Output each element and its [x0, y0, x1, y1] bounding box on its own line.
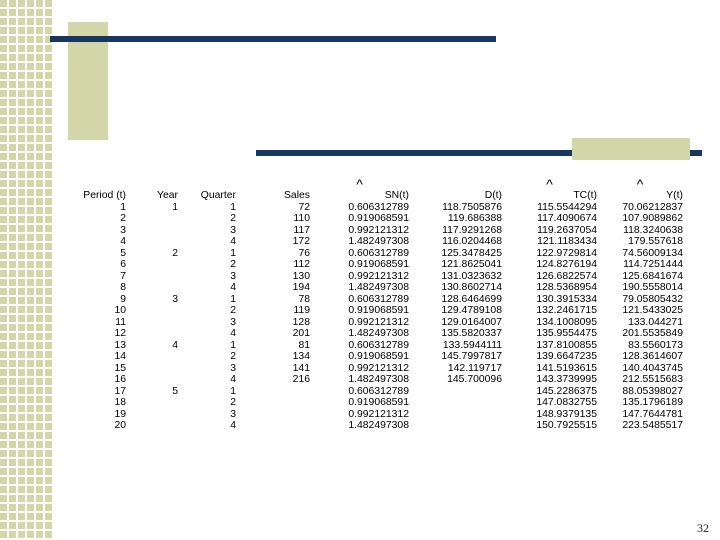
cell-sales [236, 397, 310, 409]
cell-tc: 150.7925515 [536, 420, 597, 431]
table-row [70, 213, 683, 225]
cell-d: 128.6464699 [441, 293, 502, 305]
cell-tc: 139.6647235 [536, 351, 597, 362]
cell-quarter: 1 [230, 385, 236, 397]
cell-sales: 78 [298, 293, 310, 305]
cell-sales: 134 [292, 351, 310, 362]
decorative-side-stripe [0, 0, 52, 540]
cell-sales: 130 [292, 270, 310, 282]
table-row [70, 271, 683, 283]
cell-period: 12 [114, 328, 126, 339]
cell-y: 179.557618 [628, 236, 683, 247]
cell-d: 133.5944111 [442, 339, 502, 351]
header-sales: Sales [284, 190, 310, 201]
cell-y: 223.5485517 [622, 420, 683, 431]
cell-y: 114.7251444 [623, 259, 683, 270]
cell-tc: 143.3739995 [536, 374, 597, 385]
cell-period: 10 [114, 305, 126, 316]
cell-sales [236, 386, 310, 398]
cell-d: 119.686388 [447, 213, 502, 224]
cell-year [126, 282, 178, 294]
cell-tc: 135.9554475 [536, 328, 597, 339]
cell-sn: 0.992121312 [348, 224, 409, 236]
cell-sales [236, 420, 310, 432]
header-y [597, 176, 683, 202]
cell-period: 20 [114, 420, 126, 431]
cell-quarter: 3 [230, 408, 236, 420]
cell-d: 129.4789108 [441, 305, 502, 316]
cell-sales: 216 [292, 374, 310, 385]
cell-sn: 1.482497308 [348, 374, 409, 385]
cell-period: 17 [114, 385, 126, 397]
cell-year: 3 [172, 293, 178, 305]
table-row [70, 202, 683, 214]
cell-y: 190.5558014 [622, 282, 683, 293]
table-row [70, 328, 683, 340]
cell-d: 142.119717 [447, 362, 502, 374]
cell-year: 5 [172, 385, 178, 397]
cell-sn: 0.606312789 [348, 247, 409, 259]
cell-quarter: 2 [230, 397, 236, 408]
hat-symbol: ^ [356, 176, 363, 192]
cell-quarter: 2 [230, 259, 236, 270]
cell-period: 3 [120, 224, 126, 236]
cell-d: 116.0204468 [442, 236, 502, 247]
cell-sales: 72 [298, 201, 310, 213]
cell-d [409, 397, 502, 409]
cell-year [126, 225, 178, 237]
cell-y: 79.05805432 [622, 293, 683, 305]
cell-d: 135.5820337 [441, 328, 502, 339]
cell-tc: 130.3915334 [536, 293, 597, 305]
cell-d: 121.8625041 [441, 259, 502, 270]
cell-year [126, 420, 178, 432]
cell-sn: 0.919068591 [348, 259, 409, 270]
cell-quarter: 4 [230, 374, 236, 385]
cell-quarter: 4 [230, 420, 236, 431]
table-row [70, 236, 683, 248]
cell-y: 212.5515683 [622, 374, 683, 385]
cell-year [126, 374, 178, 386]
cell-tc: 134.1008095 [536, 316, 597, 328]
cell-sn: 0.992121312 [348, 408, 409, 420]
table-row [70, 259, 683, 271]
cell-period: 7 [120, 270, 126, 282]
cell-sn: 0.919068591 [348, 305, 409, 316]
cell-quarter: 3 [230, 270, 236, 282]
cell-year [126, 305, 178, 317]
cell-d: 130.8602714 [441, 282, 502, 293]
cell-sn: 0.919068591 [348, 397, 409, 408]
hat-symbol: ^ [636, 176, 644, 192]
cell-quarter: 2 [230, 213, 236, 224]
cell-sn: 0.992121312 [348, 316, 409, 328]
cell-period: 14 [114, 351, 126, 362]
cell-y: 133.044271 [628, 316, 683, 328]
cell-sn: 0.606312789 [348, 201, 409, 213]
decorative-olive-block-right [572, 138, 690, 160]
cell-y: 128.3614607 [622, 351, 683, 362]
decorative-navy-bar-top [50, 36, 496, 42]
cell-tc: 137.8100855 [536, 339, 597, 351]
cell-y: 70.06212837 [622, 201, 683, 213]
cell-y: 125.6841674 [622, 270, 683, 282]
cell-quarter: 3 [230, 316, 236, 328]
cell-quarter: 1 [230, 339, 236, 351]
cell-period: 18 [114, 397, 126, 408]
cell-sales: 194 [292, 282, 310, 293]
cell-year: 2 [172, 247, 178, 259]
cell-period: 5 [120, 247, 126, 259]
cell-sales: 128 [292, 316, 310, 328]
table-row [70, 317, 683, 329]
cell-sales [236, 409, 310, 421]
cell-quarter: 2 [230, 305, 236, 316]
cell-sn: 1.482497308 [348, 236, 409, 247]
table-row [70, 294, 683, 306]
cell-d: 145.700096 [447, 374, 502, 385]
cell-tc: 126.6822574 [536, 270, 597, 282]
cell-year [126, 409, 178, 421]
hat-symbol: ^ [546, 176, 553, 192]
page-number: 32 [697, 521, 709, 535]
header-d: D(t) [484, 190, 502, 201]
cell-tc: 115.5544294 [537, 201, 597, 213]
table-row [70, 363, 683, 375]
table-row [70, 225, 683, 237]
cell-year [126, 213, 178, 225]
cell-tc: 124.8276194 [536, 259, 597, 270]
table-header-row [70, 190, 683, 202]
cell-year [126, 271, 178, 283]
cell-y: 118.3240638 [623, 224, 683, 236]
table-row [70, 340, 683, 352]
table-row [70, 305, 683, 317]
cell-y: 140.4043745 [622, 362, 683, 374]
cell-tc: 122.9729814 [536, 247, 597, 259]
cell-year [126, 328, 178, 340]
cell-year [126, 259, 178, 271]
header-y-label: Y(t) [666, 190, 683, 201]
cell-period: 15 [114, 362, 126, 374]
cell-y: 107.9089862 [622, 213, 683, 224]
header-tc [502, 176, 597, 202]
cell-sales: 81 [298, 339, 310, 351]
cell-sn: 0.992121312 [348, 270, 409, 282]
cell-period: 9 [120, 293, 126, 305]
cell-d: 117.9291268 [442, 224, 502, 236]
cell-period: 4 [120, 236, 126, 247]
cell-sn: 1.482497308 [348, 282, 409, 293]
cell-year: 4 [172, 339, 178, 351]
table-row [70, 248, 683, 260]
cell-sn: 1.482497308 [348, 328, 409, 339]
cell-sn: 0.606312789 [348, 339, 409, 351]
table-row [70, 397, 683, 409]
cell-tc: 117.4090674 [537, 213, 597, 224]
header-year: Year [157, 190, 178, 201]
cell-period: 16 [114, 374, 126, 385]
cell-year [126, 397, 178, 409]
cell-tc: 147.0832755 [536, 397, 597, 408]
cell-sales: 201 [292, 328, 310, 339]
cell-d [409, 409, 502, 421]
cell-sales: 119 [293, 305, 310, 316]
cell-period: 19 [114, 408, 126, 420]
cell-sales: 110 [293, 213, 310, 224]
cell-sn: 1.482497308 [348, 420, 409, 431]
header-period: Period (t) [83, 190, 126, 201]
cell-quarter: 4 [230, 282, 236, 293]
cell-year [126, 236, 178, 248]
cell-period: 8 [120, 282, 126, 293]
cell-tc: 128.5368954 [536, 282, 597, 293]
cell-quarter: 3 [230, 362, 236, 374]
cell-y: 121.5433025 [622, 305, 683, 316]
cell-tc: 121.1183434 [537, 236, 597, 247]
cell-quarter: 3 [230, 224, 236, 236]
cell-quarter: 1 [230, 247, 236, 259]
table-row [70, 386, 683, 398]
cell-sn: 0.919068591 [348, 351, 409, 362]
table-row [70, 282, 683, 294]
cell-sales: 172 [292, 236, 310, 247]
cell-quarter: 4 [230, 328, 236, 339]
header-sn-label: SN(t) [384, 190, 409, 201]
cell-d: 118.7505876 [442, 201, 502, 213]
cell-sn: 0.606312789 [348, 293, 409, 305]
cell-sn: 0.992121312 [348, 362, 409, 374]
header-tc-label: TC(t) [573, 190, 597, 201]
cell-quarter: 1 [230, 293, 236, 305]
cell-period: 2 [120, 213, 126, 224]
cell-quarter: 4 [230, 236, 236, 247]
cell-y: 201.5535849 [622, 328, 683, 339]
cell-period: 13 [114, 339, 126, 351]
cell-period: 11 [115, 316, 126, 328]
table-row [70, 351, 683, 363]
cell-d: 145.7997817 [441, 351, 502, 362]
header-quarter: Quarter [200, 190, 236, 201]
cell-sales: 76 [298, 247, 310, 259]
cell-d [409, 386, 502, 398]
cell-year: 1 [172, 201, 178, 213]
cell-y: 88.05398027 [622, 385, 683, 397]
cell-y: 135.1796189 [622, 397, 683, 408]
cell-period: 1 [120, 201, 126, 213]
cell-sales: 141 [292, 362, 310, 374]
cell-tc: 132.2461715 [536, 305, 597, 316]
cell-d: 131.0323632 [441, 270, 502, 282]
cell-d: 129.0164007 [441, 316, 502, 328]
cell-d: 125.3478425 [441, 247, 502, 259]
cell-tc: 148.9379135 [536, 408, 597, 420]
cell-sales: 117 [293, 224, 310, 236]
cell-d [409, 420, 502, 432]
cell-tc: 145.2286375 [536, 385, 597, 397]
forecast-table [70, 176, 683, 432]
cell-y: 74.56009134 [622, 247, 683, 259]
table-row [70, 374, 683, 386]
cell-year [126, 363, 178, 375]
cell-sales: 112 [293, 259, 310, 270]
cell-year [126, 317, 178, 329]
cell-quarter: 1 [230, 201, 236, 213]
cell-sn: 0.919068591 [348, 213, 409, 224]
cell-year [126, 351, 178, 363]
table-body [70, 202, 683, 432]
table-row [70, 420, 683, 432]
cell-tc: 141.5193615 [536, 362, 597, 374]
cell-quarter: 2 [230, 351, 236, 362]
cell-period: 6 [120, 259, 126, 270]
cell-tc: 119.2637054 [537, 224, 597, 236]
cell-y: 83.5560173 [628, 339, 683, 351]
header-sn [310, 176, 409, 202]
cell-sn: 0.606312789 [348, 385, 409, 397]
cell-y: 147.7644781 [622, 408, 683, 420]
table-row [70, 409, 683, 421]
